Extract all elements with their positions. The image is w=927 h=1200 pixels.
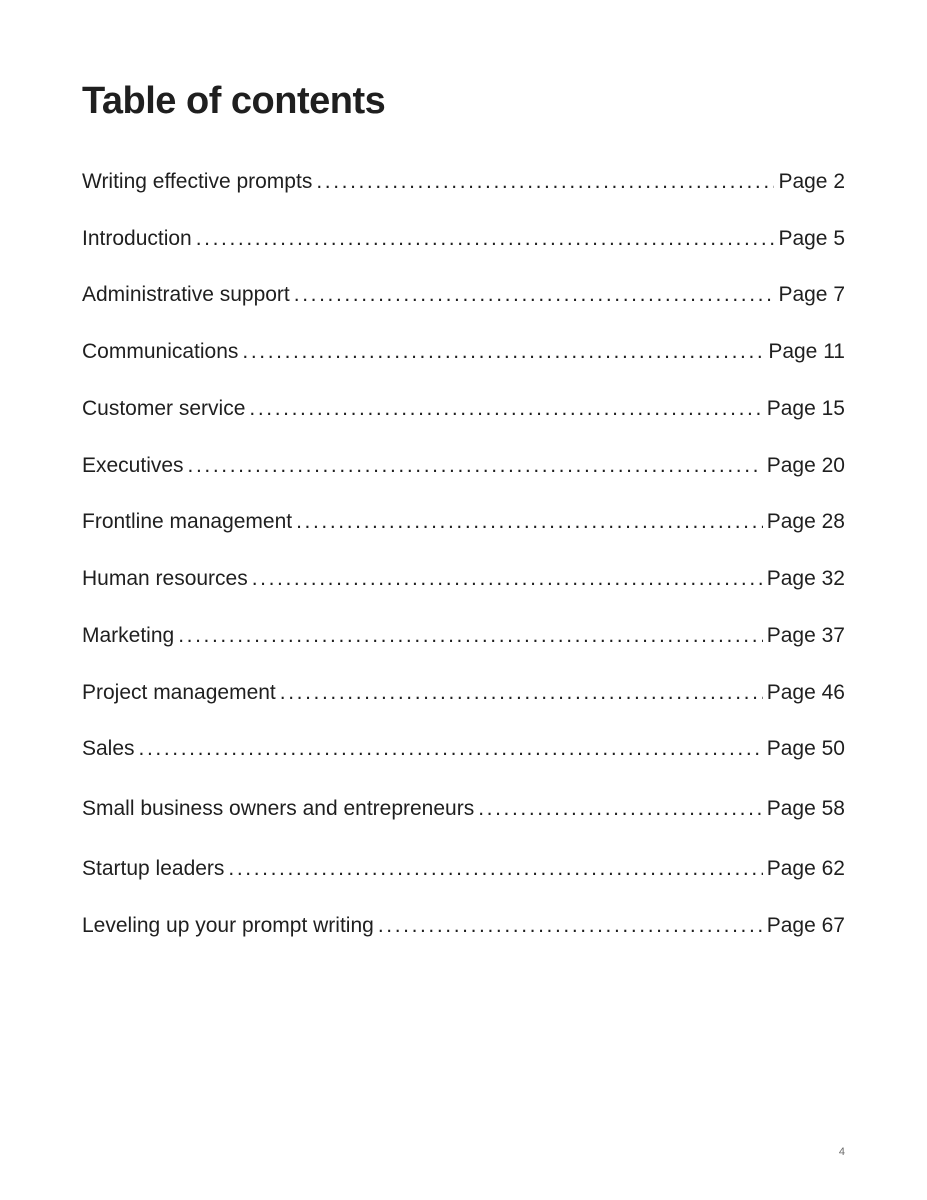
- toc-entry-label: Project management: [82, 681, 276, 704]
- toc-entry-human-resources[interactable]: [82, 564, 845, 594]
- toc-entry-page: Page 50: [766, 737, 845, 760]
- toc-entry-page: Page 2: [778, 170, 845, 193]
- toc-entry-label: Sales: [82, 737, 135, 760]
- toc-entry-frontline-management[interactable]: [82, 507, 845, 537]
- toc-entry-page: Page 37: [766, 624, 845, 647]
- page-title: Table of contents: [82, 80, 386, 122]
- toc-entry-page: Page 58: [766, 797, 845, 820]
- dot-leader: [196, 224, 775, 254]
- toc-entry-label: Executives: [82, 454, 184, 477]
- toc-entry-label: Communications: [82, 340, 239, 363]
- toc-entry-sales[interactable]: [82, 734, 845, 764]
- dot-leader: [280, 678, 763, 708]
- toc-entry-page: Page 5: [778, 227, 845, 250]
- toc-entry-page: Page 7: [778, 283, 845, 306]
- dot-leader: [478, 794, 763, 824]
- dot-leader: [378, 911, 763, 941]
- toc-entry-label: Marketing: [82, 624, 175, 647]
- footer-page-number: 4: [838, 1146, 845, 1158]
- toc-entry-label: Human resources: [82, 567, 248, 590]
- toc-entry-leveling-up[interactable]: [82, 911, 845, 941]
- dot-leader: [178, 621, 763, 651]
- toc-entry-administrative-support[interactable]: [82, 280, 845, 310]
- toc-entry-label: Administrative support: [82, 283, 290, 306]
- dot-leader: [249, 394, 762, 424]
- dot-leader: [242, 337, 764, 367]
- dot-leader: [228, 854, 762, 884]
- toc-entry-executives[interactable]: [82, 451, 845, 481]
- toc-entry-marketing[interactable]: [82, 621, 845, 651]
- toc-entry-page: Page 11: [768, 340, 845, 363]
- toc-entry-label: Frontline management: [82, 510, 293, 533]
- dot-leader: [316, 167, 774, 197]
- toc-entry-label: Small business owners and entrepreneurs: [82, 797, 475, 820]
- dot-leader: [296, 507, 763, 537]
- table-of-contents: [82, 0, 845, 1200]
- dot-leader: [139, 734, 763, 764]
- toc-entry-page: Page 67: [766, 914, 845, 937]
- toc-entry-communications[interactable]: [82, 337, 845, 367]
- toc-entry-page: Page 32: [766, 567, 845, 590]
- dot-leader: [294, 280, 775, 310]
- dot-leader: [252, 564, 763, 594]
- toc-entry-customer-service[interactable]: [82, 394, 845, 424]
- toc-entry-page: Page 15: [766, 397, 845, 420]
- toc-entry-page: Page 20: [766, 454, 845, 477]
- toc-entry-writing-effective-prompts[interactable]: [82, 167, 845, 197]
- toc-entry-label: Leveling up your prompt writing: [82, 914, 374, 937]
- toc-entry-page: Page 62: [766, 857, 845, 880]
- toc-entry-label: Writing effective prompts: [82, 170, 313, 193]
- dot-leader: [188, 451, 763, 481]
- toc-entry-project-management[interactable]: [82, 678, 845, 708]
- toc-entry-label: Startup leaders: [82, 857, 225, 880]
- toc-entry-startup-leaders[interactable]: [82, 854, 845, 884]
- toc-entry-small-business-owners[interactable]: [82, 794, 845, 824]
- toc-entry-page: Page 28: [766, 510, 845, 533]
- toc-entry-label: Introduction: [82, 227, 192, 250]
- toc-entry-introduction[interactable]: [82, 224, 845, 254]
- toc-entry-label: Customer service: [82, 397, 246, 420]
- toc-entry-page: Page 46: [766, 681, 845, 704]
